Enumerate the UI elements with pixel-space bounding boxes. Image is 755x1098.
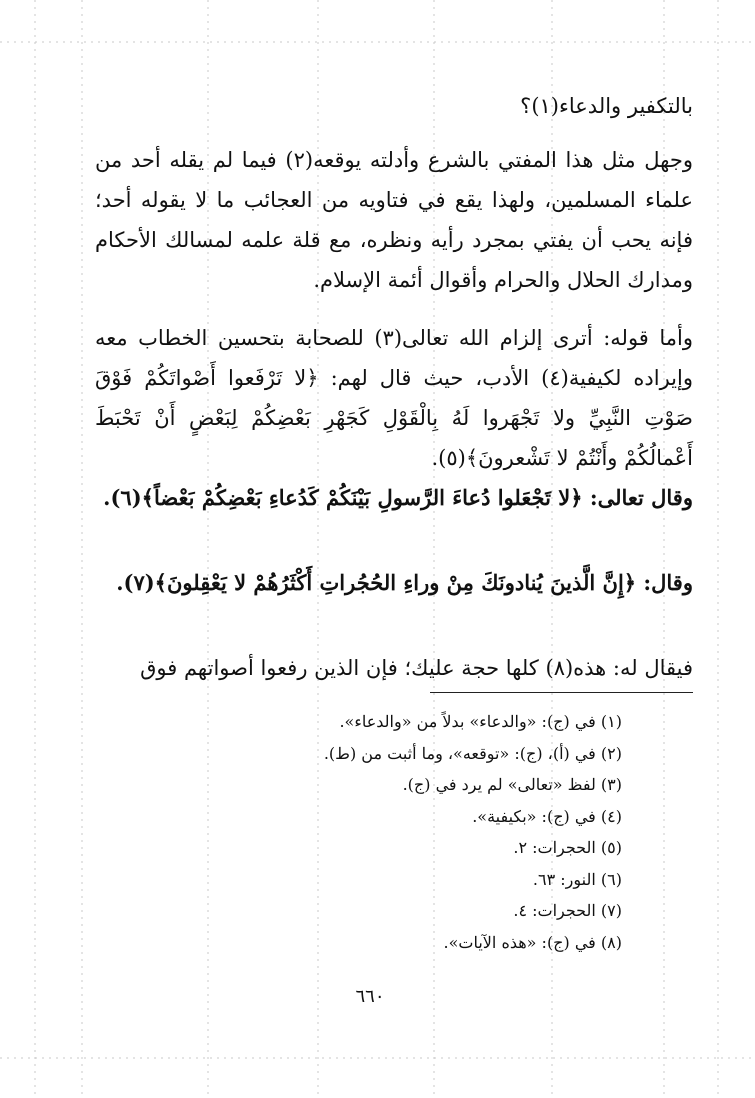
footnote-7: (٧) الحجرات: ٤. (513, 901, 622, 920)
page-number: ٦٦٠ (355, 986, 385, 1007)
footnote-2: (٢) في (أ)، (ج): «توقعه»، وما أثبت من (ط). (323, 743, 622, 763)
paragraph-3: وقال تعالى: ﴿لا تَجْعَلوا دُعاءَ الرَّسولِ بَيْنَكُمْ كَدُعاءِ بَعْضِكُمْ بَعْضاً﴾(٦). (103, 485, 693, 510)
paragraph-4: وقال: ﴿إِنَّ الَّذينَ يُنادونَكَ مِنْ وراءِ الحُجُراتِ أَكْثَرُهُمْ لا يَعْقِلونَ﴾(٧). (116, 570, 693, 595)
paragraph-5: فيقال له: هذه(٨) كلها حجة عليك؛ فإن الذين رفعوا أصواتهم فوق (140, 656, 693, 680)
running-header: بالتكفير والدعاء(١)؟ (520, 94, 693, 118)
footnotes-list (300, 706, 622, 958)
footnote-4: (٤) في (ج): «بكيفية». (472, 806, 622, 826)
footnote-1: (١) في (ج): «والدعاء» بدلاً من «والدعاء». (339, 712, 622, 731)
footnote-6: (٦) النور: ٦٣. (532, 869, 622, 889)
footnote-3: (٣) لفظ «تعالى» لم يرد في (ج). (402, 775, 622, 794)
footnote-8: (٨) في (ج): «هذه الآيات». (443, 932, 622, 952)
paragraph-2: وأما قوله: أترى إلزام الله تعالى(٣) للصحابة بتحسين الخطاب معه وإيراده لكيفية(٤) الأدب، حيث قال لهم: ﴿لا تَرْفَعوا أَصْواتَكُمْ فَوْقَ صَوْتِ النَّبِيِّ ولا تَجْهَروا لَهُ بِالْقَوْلِ كَجَهْرِ بَعْضِكُمْ لِبَعْضٍ أَنْ تَحْبَطَ أَعْمالُكُمْ وأَنْتُمْ لا تَشْعرونَ﴾(٥). (95, 326, 694, 470)
footnote-5: (٥) الحجرات: ٢. (513, 838, 622, 857)
paragraph-1: وجهل مثل هذا المفتي بالشرع وأدلته يوقعه(٢) فيما لم يقله أحد من علماء المسلمين، ولهذا يقع في فتاويه من العجائب ما لا يقوله أحد؛ فإنه يحب أن يفتي بمجرد رأيه ونظره، مع قلة علمه لمسالك الأحكام ومدارك الحلال والحرام وأقوال أئمة الإسلام. (95, 148, 693, 292)
footnote-divider (430, 692, 693, 693)
